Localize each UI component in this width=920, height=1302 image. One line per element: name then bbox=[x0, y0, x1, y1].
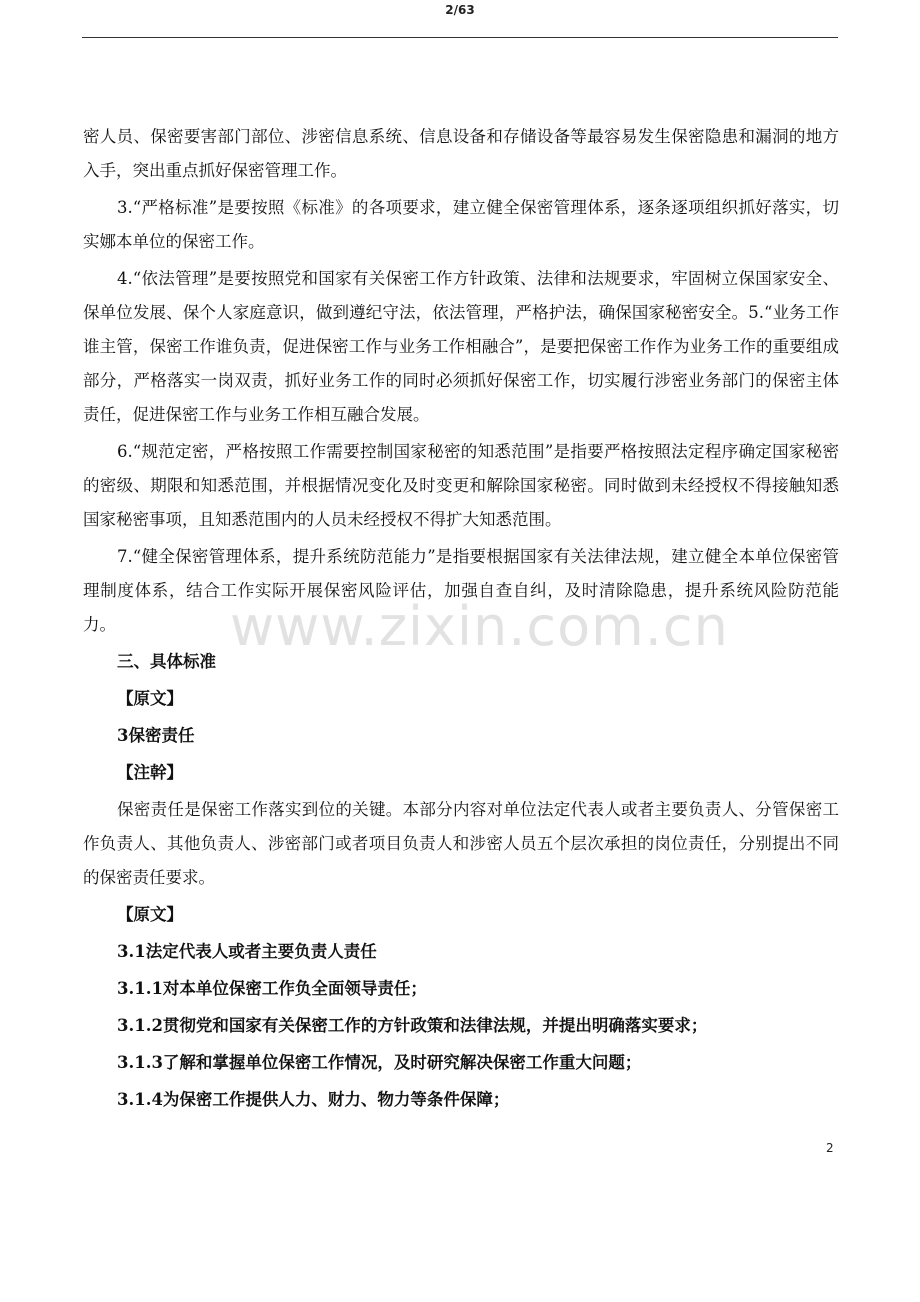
original-text-label-2: 【原文】 bbox=[117, 905, 183, 924]
section-heading: 三、具体标准 bbox=[117, 652, 216, 671]
header-divider bbox=[82, 37, 838, 38]
page-indicator: 2/63 bbox=[445, 3, 475, 17]
clause-3-1-1: 3.1.1对本单位保密工作负全面领导责任； bbox=[117, 979, 427, 998]
original-text-label: 【原文】 bbox=[117, 689, 183, 708]
clause-3-1: 3.1法定代表人或者主要负责人责任 bbox=[117, 942, 377, 961]
paragraph-item-6: 6.“规范定密，严格按照工作需要控制国家秘密的知悉范围”是指要严格按照法定程序确定国家秘密的密级、期限和知悉范围，并根据情况变化及时变更和解除国家秘密。同时做到未经授权不得接触知悉国家秘密事项，且知悉范围内的人员未经授权不得扩大知悉范围。 bbox=[83, 442, 839, 529]
document-body bbox=[83, 120, 839, 1120]
paragraph-item-7: 7.“健全保密管理体系，提升系统防范能力”是指要根据国家有关法律法规，建立健全本单位保密管理制度体系，结合工作实际开展保密风险评估，加强自查自纠，及时清除隐患，提升系统风险防范能力。 bbox=[83, 547, 839, 634]
annotation-label: 【注幹】 bbox=[117, 763, 183, 782]
annotation-paragraph: 保密责任是保密工作落实到位的关键。本部分内容对单位法定代表人或者主要负责人、分管保密工作负责人、其他负责人、涉密部门或者项目负责人和涉密人员五个层次承担的岗位责任，分别提出不同的保密责任要求。 bbox=[83, 800, 839, 887]
watermark: www.zixin.com.cn bbox=[230, 595, 729, 658]
paragraph-continuation: 密人员、保密要害部门部位、涉密信息系统、信息设备和存储设备等最容易发生保密隐患和漏洞的地方入手，突出重点抓好保密管理工作。 bbox=[83, 127, 839, 180]
paragraph-item-4-5: 4.“依法管理”是要按照党和国家有关保密工作方针政策、法律和法规要求，牢固树立保国家安全、保单位发展、保个人家庭意识，做到遵纪守法，依法管理，严格护法，确保国家秘密安全。5.“业务工作谁主管，保密工作谁负责，促进保密工作与业务工作相融合”，是要把保密工作作为业务工作的重要组成部分，严格落实一岗双责，抓好业务工作的同时必须抓好保密工作，切实履行涉密业务部门的保密主体责任，促进保密工作与业务工作相互融合发展。 bbox=[83, 269, 839, 424]
clause-3-1-3: 3.1.3了解和掌握单位保密工作情况，及时研究解决保密工作重大问题； bbox=[117, 1053, 642, 1072]
paragraph-item-3: 3.“严格标准”是要按照《标准》的各项要求，建立健全保密管理体系，逐条逐项组织抓好落实，切实娜本单位的保密工作。 bbox=[83, 198, 839, 251]
clause-3-1-2: 3.1.2贯彻党和国家有关保密工作的方针政策和法律法规，并提出明确落实要求； bbox=[117, 1016, 708, 1035]
page-number: 2 bbox=[826, 1141, 834, 1155]
clause-3-1-4: 3.1.4为保密工作提供人力、财力、物力等条件保障； bbox=[117, 1090, 510, 1109]
subsection-heading: 3保密责任 bbox=[117, 726, 195, 745]
